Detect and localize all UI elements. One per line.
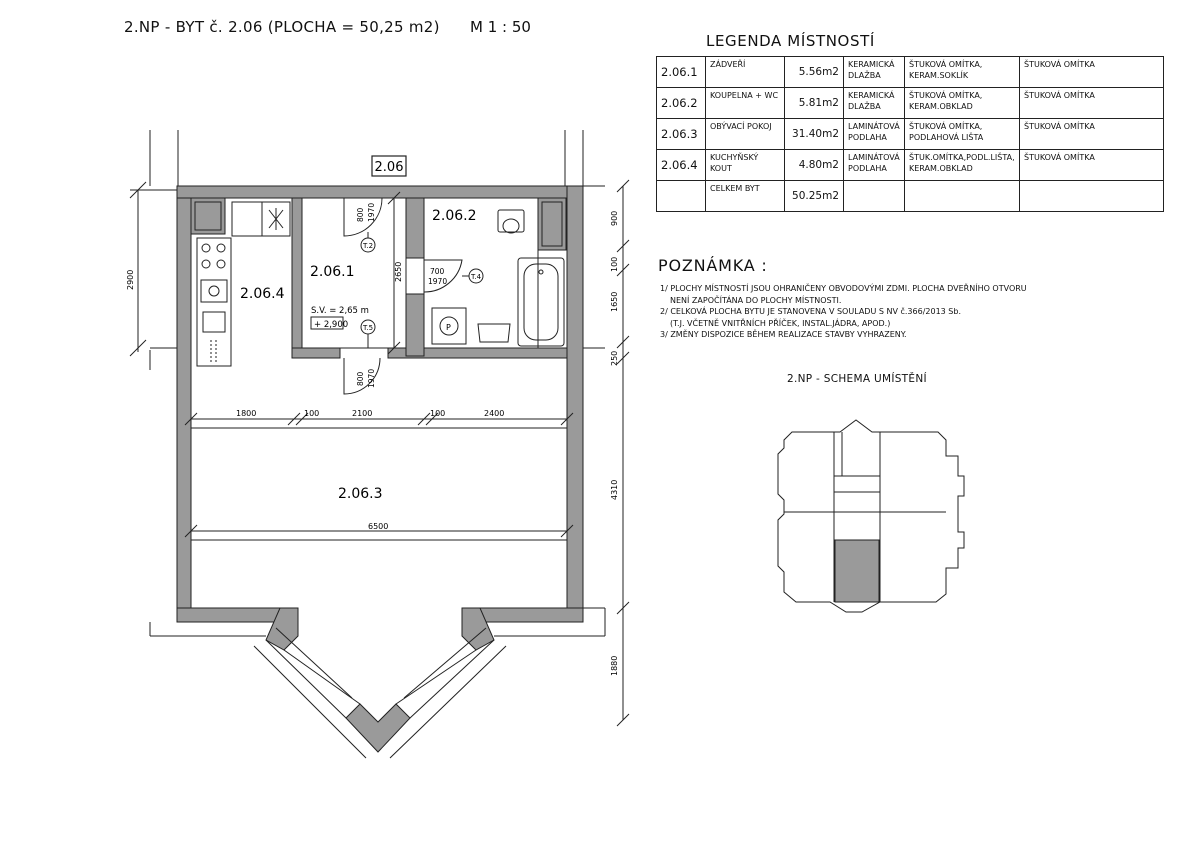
dim-6500: 6500 [368, 522, 389, 531]
door-top-height: 1970 [367, 202, 376, 222]
ceiling-height-label: S.V. = 2,65 m [311, 306, 369, 316]
hob-burner-icon [217, 260, 225, 268]
dim-4310: 4310 [610, 479, 619, 500]
door-tag-t4-label: T.4 [471, 273, 482, 281]
bathtub-drain-icon [539, 270, 543, 274]
door-bath-width: 700 [430, 267, 445, 276]
drawing-scale: M 1 : 50 [470, 18, 531, 36]
room-name: ZÁDVEŘÍ [706, 57, 785, 88]
room-label-2063: 2.06.3 [338, 486, 383, 502]
column-block [191, 198, 225, 234]
wall-top [177, 186, 583, 198]
dim-2900: 2900 [126, 269, 135, 290]
room-area: 31.40m2 [785, 119, 844, 150]
room-code: 2.06.2 [657, 88, 706, 119]
floor-finish-line: PODLAHA [848, 133, 887, 142]
note-line: 1/ PLOCHY MÍSTNOSTÍ JSOU OHRANIČENY OBVODOVÝMI ZDMI. PLOCHA DVEŘNÍHO OTVORU [660, 284, 1027, 293]
bathtub-inner [524, 264, 558, 340]
wall-finish-line: ŠTUKOVÁ OMÍTKA, [909, 122, 983, 131]
room-code: 2.06.4 [657, 150, 706, 181]
bay-glazing-left [284, 650, 360, 704]
sink-drain-icon [209, 286, 219, 296]
notes-title: POZNÁMKA : [658, 256, 768, 275]
bay-glazing-right [396, 650, 476, 704]
hob-burner-icon [202, 244, 210, 252]
room-code: 2.06.1 [657, 57, 706, 88]
ceiling-finish: ŠTUKOVÁ OMÍTKA [1020, 57, 1164, 88]
door-2062-swing [424, 260, 462, 292]
door-tag-t5-label: T.5 [363, 324, 374, 332]
wall-finish-line: ŠTUKOVÁ OMÍTKA, [909, 60, 983, 69]
floor-finish-line: DLAŽBA [848, 71, 881, 80]
room-name: OBÝVACÍ POKOJ [706, 119, 785, 150]
room-label-2062: 2.06.2 [432, 208, 477, 224]
interior-walls [191, 198, 567, 358]
bay-glazing-right [404, 628, 486, 698]
dim-2400: 2400 [484, 409, 505, 418]
legend-title: LEGENDA MÍSTNOSTÍ [706, 32, 875, 50]
door-top-width: 800 [356, 207, 365, 222]
bay-outer-line [254, 646, 366, 758]
dimension-lines [130, 180, 629, 726]
room-area: 4.80m2 [785, 150, 844, 181]
schema-title: 2.NP - SCHEMA UMÍSTĚNÍ [787, 373, 927, 385]
wall-left [177, 186, 191, 622]
core-wall-lower [406, 294, 424, 356]
room-name: KOUPELNA + WC [706, 88, 785, 119]
room-area: 50.25m2 [785, 181, 844, 212]
room-name: CELKEM BYT [706, 181, 785, 212]
dim-100: 100 [610, 256, 619, 272]
floor-finish-line: DLAŽBA [848, 102, 881, 111]
room-name: KUCHYŇSKÝ KOUT [706, 150, 785, 181]
note-line: (T.J. VČETNĚ VNITŘNÍCH PŘÍČEK, INSTAL.JÁDRA, APOD.) [670, 318, 891, 328]
dim-100-b: 100 [430, 409, 446, 418]
floor-finish-line: LAMINÁTOVÁ [848, 122, 900, 131]
sink-icon [201, 280, 227, 302]
room-area: 5.81m2 [785, 88, 844, 119]
floor-finish-line: KERAMICKÁ [848, 60, 895, 69]
room-code: 2.06.3 [657, 119, 706, 150]
hob-burner-icon [202, 260, 210, 268]
door-bottom-height: 1970 [367, 368, 376, 388]
ceiling-finish: ŠTUKOVÁ OMÍTKA [1020, 88, 1164, 119]
dim-900: 900 [610, 210, 619, 226]
ceiling-finish: ŠTUKOVÁ OMÍTKA [1020, 119, 1164, 150]
wall-finish-line: PODLAHOVÁ LIŠTA [909, 133, 984, 142]
dim-2100: 2100 [352, 409, 373, 418]
wall-finish-line: ŠTUK.OMÍTKA,PODL.LIŠTA, [909, 153, 1015, 162]
room-area: 5.56m2 [785, 57, 844, 88]
hob-burner-icon [217, 244, 225, 252]
note-line: 2/ CELKOVÁ PLOCHA BYTU JE STANOVENA V SOULADU S NV č.366/2013 Sb. [660, 307, 961, 317]
door-tag-t2-label: T.2 [363, 242, 374, 250]
washbasin-icon [478, 324, 510, 342]
note-line: NENÍ ZAPOČÍTÁNA DO PLOCHY MÍSTNOSTI. [670, 295, 842, 305]
dim-250: 250 [610, 350, 619, 366]
wall-finish-line: KERAM.OBKLAD [909, 102, 973, 111]
core-wall-upper [406, 198, 424, 258]
dim-100-a: 100 [304, 409, 320, 418]
wall-finish-line: ŠTUKOVÁ OMÍTKA, [909, 91, 983, 100]
bay-glazing-right [410, 640, 494, 718]
washer-letter: P [446, 323, 451, 332]
door-bottom-width: 800 [356, 371, 365, 386]
floor-finish-line: LAMINÁTOVÁ [848, 153, 900, 162]
note-line: 3/ ZMĚNY DISPOZICE BĚHEM REALIZACE STAVBY VYHRAZENY. [660, 330, 907, 340]
floor-finish-line: PODLAHA [848, 164, 887, 173]
bay-glazing-left [266, 640, 346, 718]
dim-1880: 1880 [610, 655, 619, 676]
exterior-walls [177, 186, 583, 752]
unit-label: 2.06 [374, 160, 404, 175]
drawing-title: 2.NP - BYT č. 2.06 (PLOCHA = 50,25 m2) [124, 18, 440, 36]
partition-2061-bottom-a [292, 348, 340, 358]
ceiling-finish: ŠTUKOVÁ OMÍTKA [1020, 150, 1164, 181]
bay-glazing-left [276, 628, 352, 698]
wall-finish-line: KERAM.OBKLAD [909, 164, 973, 173]
toilet-tank-icon [498, 210, 524, 232]
unit-location-highlight [835, 540, 879, 602]
room-label-2064: 2.06.4 [240, 286, 285, 302]
bay-outer-line [390, 646, 506, 758]
bay-wall-tip [346, 704, 410, 752]
wall-finish-line: KERAM.SOKLÍK [909, 71, 969, 80]
room-label-2061: 2.06.1 [310, 264, 355, 280]
sink-basin-icon [203, 312, 225, 332]
partition-2061-left [292, 198, 302, 356]
wall-right [567, 186, 583, 622]
door-bath-height: 1970 [428, 277, 448, 286]
level-label: + 2,900 [314, 320, 349, 330]
dim-1800: 1800 [236, 409, 257, 418]
dim-2650: 2650 [394, 261, 403, 282]
fridge-unit [232, 202, 290, 236]
toilet-bowl-icon [503, 219, 519, 233]
floor-finish-line: KERAMICKÁ [848, 91, 895, 100]
dim-1650: 1650 [610, 291, 619, 312]
